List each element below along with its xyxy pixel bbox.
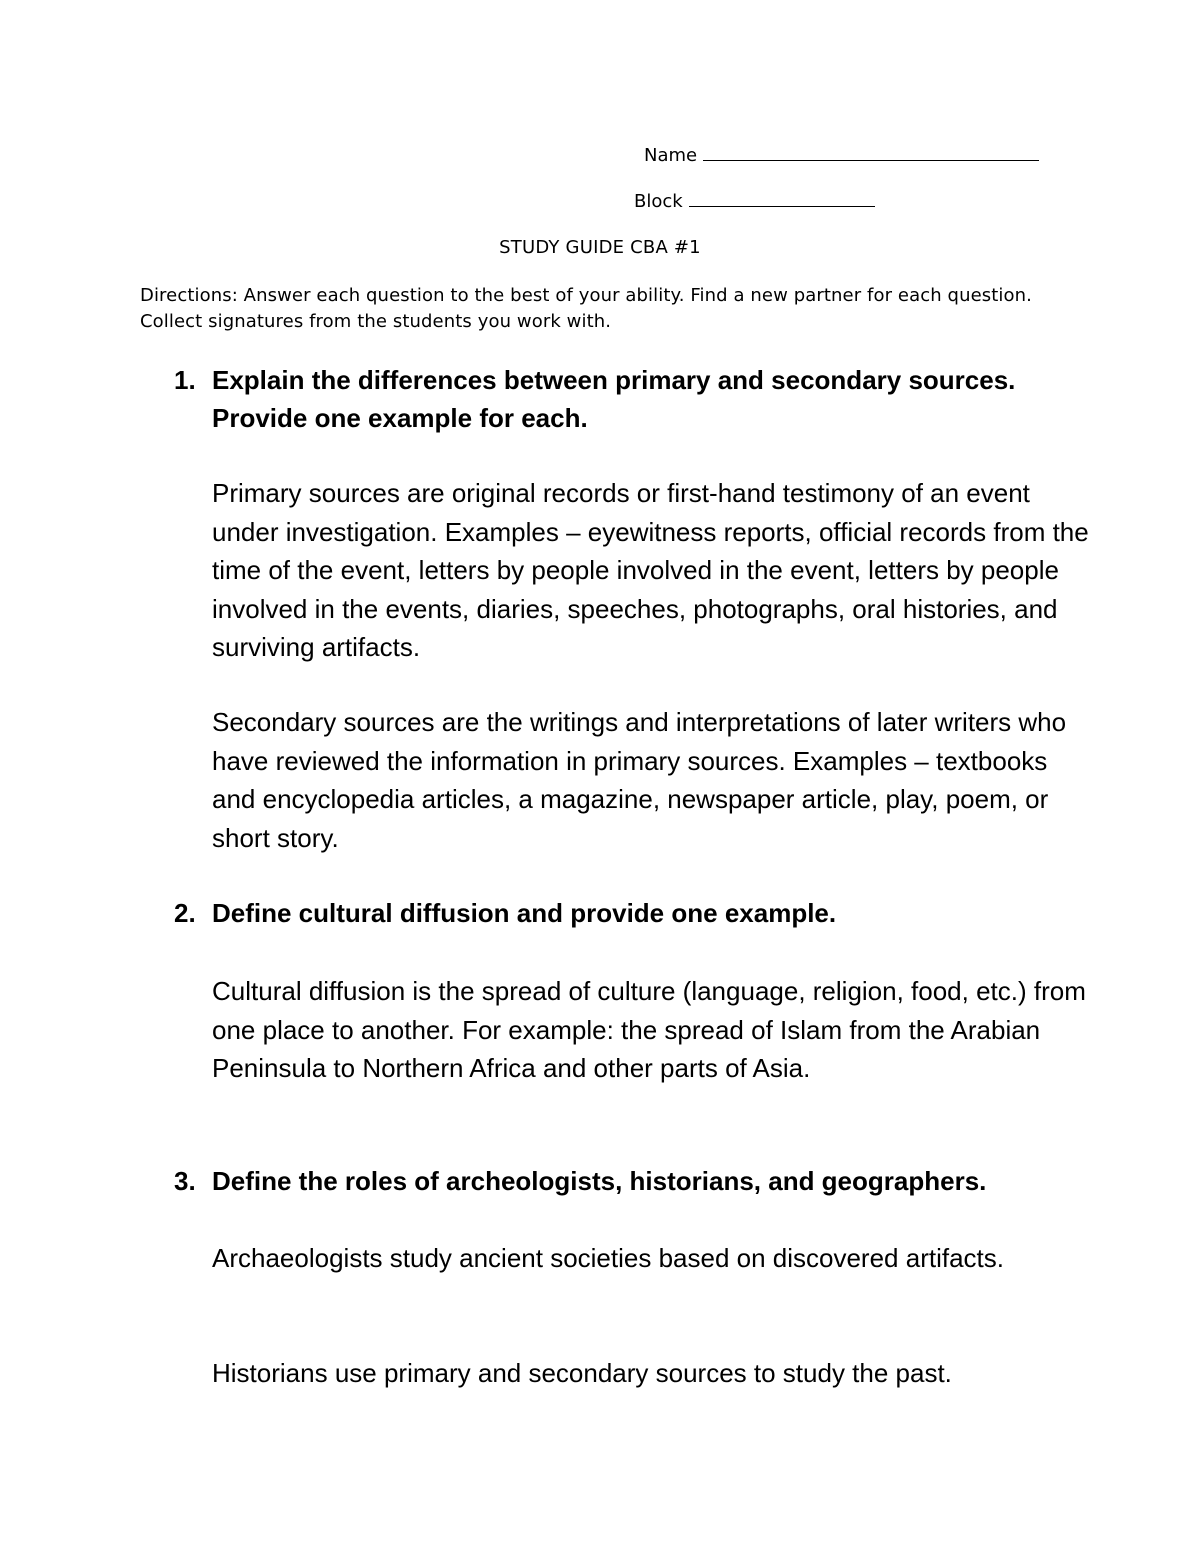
document-title: STUDY GUIDE CBA #1: [499, 237, 701, 258]
question-text: Define the roles of archeologists, historians, and geographers.: [212, 1166, 987, 1196]
block-blank-line[interactable]: [689, 188, 875, 207]
block-label: Block: [634, 191, 683, 212]
question-number: 3.: [174, 1166, 196, 1196]
name-blank-line[interactable]: [703, 142, 1039, 161]
answer-paragraph: Cultural diffusion is the spread of culture (language, religion, food, etc.) from one place to another. For example: the spread of Islam from the Arabian Peninsula to Northern Africa and other parts of Asia.: [212, 976, 1086, 1083]
question-text: Explain the differences between primary and secondary sources. Provide one example for each.: [212, 365, 1016, 433]
block-field[interactable]: [634, 188, 875, 214]
question-number: 2.: [174, 898, 196, 928]
answer-paragraph: Archaeologists study ancient societies based on discovered artifacts.: [212, 1243, 1004, 1273]
answer-paragraph: Historians use primary and secondary sources to study the past.: [212, 1358, 952, 1388]
question-number: 1.: [174, 365, 196, 395]
answer-paragraph: Primary sources are original records or first-hand testimony of an event under investigation. Examples – eyewitness reports, official records from the time of the event, letters by people involved in the event, letters by people involved in the events, diaries, speeches, photographs, oral histories, and surviving artifacts.: [212, 478, 1089, 662]
question-text: Define cultural diffusion and provide one example.: [212, 898, 837, 928]
name-label: Name: [644, 145, 698, 166]
directions-text: Directions: Answer each question to the best of your ability. Find a new partner for each question. Collect signatures from the students you work with.: [140, 285, 1032, 332]
answer-paragraph: Secondary sources are the writings and interpretations of later writers who have reviewed the information in primary sources. Examples – textbooks and encyclopedia articles, a magazine, newspaper article, play, poem, or short story.: [212, 707, 1067, 853]
name-field[interactable]: [644, 142, 1039, 168]
